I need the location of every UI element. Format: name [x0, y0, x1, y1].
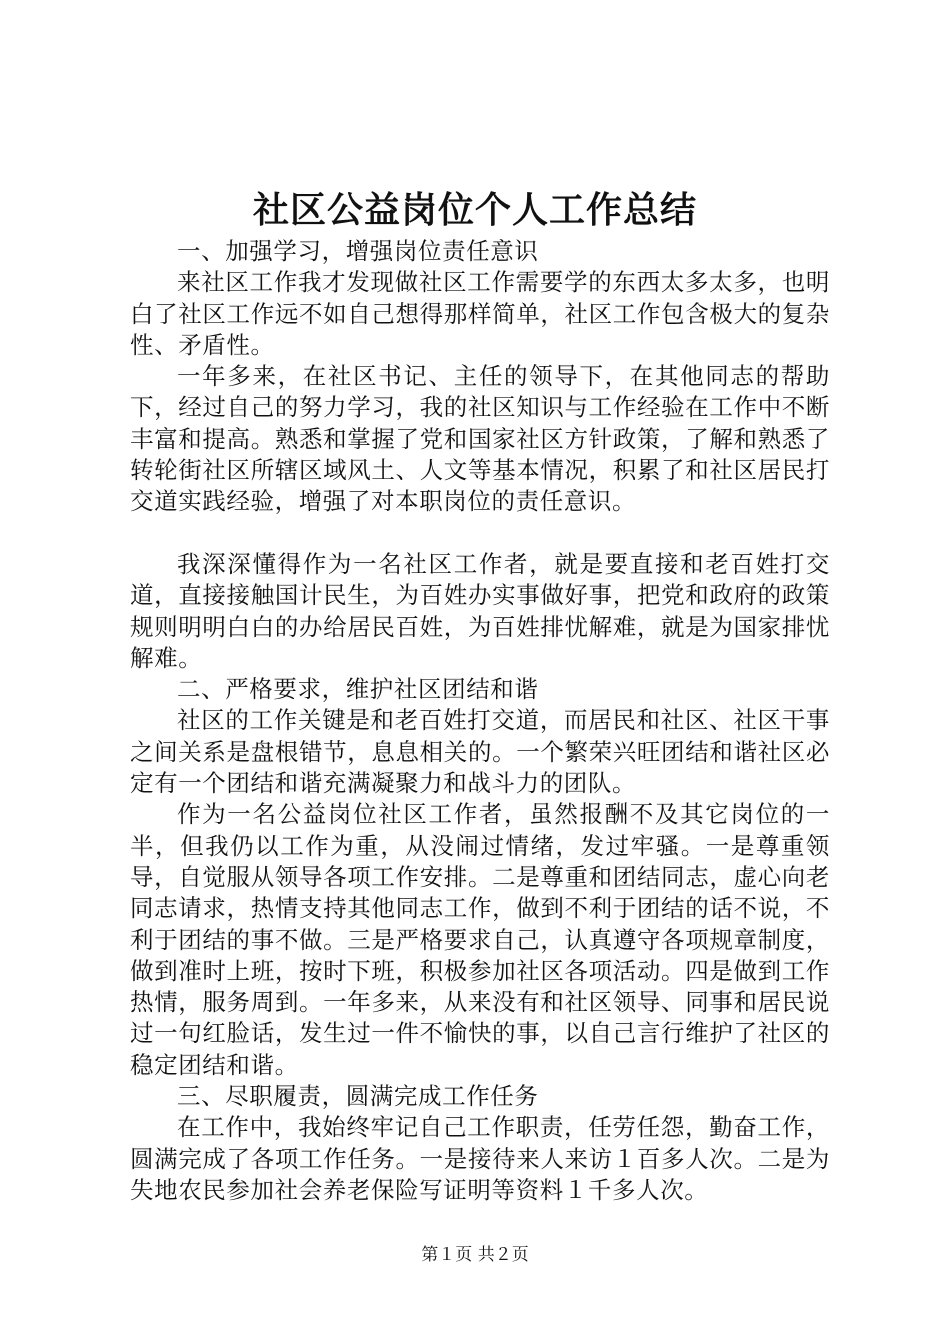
paragraph-1: 来社区工作我才发现做社区工作需要学的东西太多太多，也明白了社区工作远不如自己想得那样简单，社区工作包含极大的复杂性、矛盾性。: [130, 268, 830, 359]
page-number-footer: 第１页 共２页: [421, 1245, 529, 1265]
section-heading-2: 二、严格要求，维护社区团结和谐: [177, 675, 539, 704]
document-body: [130, 236, 830, 1206]
section-heading-3: 三、尽职履责，圆满完成工作任务: [177, 1082, 539, 1111]
paragraph-3: 我深深懂得作为一名社区工作者，就是要直接和老百姓打交道，直接接触国计民生，为百姓办实事做好事，把党和政府的政策规则明明白白的办给居民百姓，为百姓排忧解难，就是为国家排忧解难。: [130, 549, 830, 672]
paragraph-6: 在工作中，我始终牢记自己工作职责，任劳任怨，勤奋工作，圆满完成了各项工作任务。一是接待来人来访１百多人次。二是为失地农民参加社会养老保险写证明等资料１千多人次。: [130, 1113, 830, 1204]
paragraph-2: 一年多来，在社区书记、主任的领导下，在其他同志的帮助下，经过自己的努力学习，我的社区知识与工作经验在工作中不断丰富和提高。熟悉和掌握了党和国家社区方针政策，了解和熟悉了转轮街社区所辖区域风土、人文等基本情况，积累了和社区居民打交道实践经验，增强了对本职岗位的责任意识。: [130, 362, 830, 516]
paragraph-5: 作为一名公益岗位社区工作者，虽然报酬不及其它岗位的一半，但我仍以工作为重，从没闹过情绪，发过牢骚。一是尊重领导，自觉服从领导各项工作安排。二是尊重和团结同志，虚心向老同志请求，热情支持其他同志工作，做到不利于团结的话不说，不利于团结的事不做。三是严格要求自己，认真遵守各项规章制度，做到准时上班，按时下班，积极参加社区各项活动。四是做到工作热情，服务周到。一年多来，从来没有和社区领导、同事和居民说过一句红脸话，发生过一件不愉快的事，以自己言行维护了社区的稳定团结和谐。: [130, 800, 830, 1079]
document-title: 社区公益岗位个人工作总结: [252, 189, 697, 231]
paragraph-spacer: [130, 518, 830, 549]
paragraph-4: 社区的工作关键是和老百姓打交道，而居民和社区、社区干事之间关系是盘根错节，息息相关的。一个繁荣兴旺团结和谐社区必定有一个团结和谐充满凝聚力和战斗力的团队。: [130, 706, 830, 798]
section-heading-1: 一、加强学习，增强岗位责任意识: [177, 237, 539, 265]
